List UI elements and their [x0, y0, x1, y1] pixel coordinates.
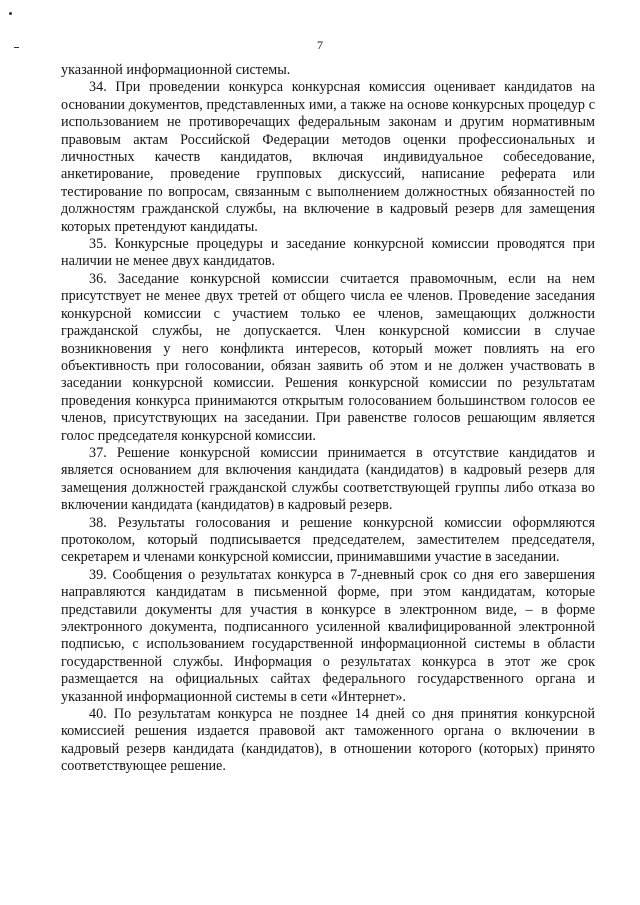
document-body	[61, 62, 595, 776]
scan-artifact-dot	[9, 12, 12, 15]
page-number: 7	[317, 38, 323, 52]
paragraph-40: 40. По результатам конкурса не позднее 14 дней со дня принятия конкурсной комиссией решения издается правовой акт таможенного органа о включении в кадровый резерв кандидата (кандидатов), в отношении которого (которых) принято соответствующее решение.	[61, 706, 595, 775]
paragraph-39: 39. Сообщения о результатах конкурса в 7-дневный срок со дня его завершения направляются кандидатам в письменной форме, при этом кандидатам, которые представили документы для участия в конкурсе в электронном виде, – в форме электронного документа, подписанного усиленной квалифицированной электронной подписью, с использованием государственной информационной системы в области государственной службы. Информация о результатах конкурса в этот же срок размещается на официальных сайтах федерального государственного органа и указанной информационной системы в сети «Интернет».	[61, 566, 595, 705]
paragraph-37: 37. Решение конкурсной комиссии принимается в отсутствие кандидатов и является основанием для включения кандидата (кандидатов) в кадровый резерв для замещения должностей гражданской службы соответствующей группы либо отказа во включении кандидата (кандидатов) в кадровый резерв.	[61, 444, 595, 514]
paragraph-35: 35. Конкурсные процедуры и заседание конкурсной комиссии проводятся при наличии не менее двух кандидатов.	[61, 236, 595, 270]
paragraph-34: 34. При проведении конкурса конкурсная комиссия оценивает кандидатов на основании документов, представленных ими, а также на основе конкурсных процедур с использованием не противоречащих федеральным законам и другим нормативным правовым актам Российской Федерации методов оценки профессиональных и личностных качеств кандидатов, включая индивидуальное собеседование, анкетирование, проведение групповых дискуссий, написание реферата или тестирование по вопросам, связанным с выполнением должностных обязанностей по должностям гражданской службы, на включение в кадровый резерв для замещения которых претендуют кандидаты.	[61, 79, 595, 235]
paragraph-36: 36. Заседание конкурсной комиссии считается правомочным, если на нем присутствует не менее двух третей от общего числа ее членов. Проведение заседания конкурсной комиссии с участием только ее членов, замещающих должности гражданской службы, не допускается. Член конкурсной комиссии в случае возникновения у него конфликта интересов, который может повлиять на его объективность при голосовании, обязан заявить об этом и не должен участвовать в заседании конкурсной комиссии. Решения конкурсной комиссии по результатам проведения конкурса принимаются открытым голосованием большинством голосов ее членов, присутствующих на заседании. При равенстве голосов решающим является голос председателя конкурсной комиссии.	[61, 270, 595, 444]
paragraph-continuation: указанной информационной системы.	[61, 62, 291, 78]
paragraph-38: 38. Результаты голосования и решение конкурсной комиссии оформляются протоколом, который подписывается председателем, заместителем председателя, секретарем и членами конкурсной комиссии, принимавшими участие в заседании.	[61, 514, 595, 566]
